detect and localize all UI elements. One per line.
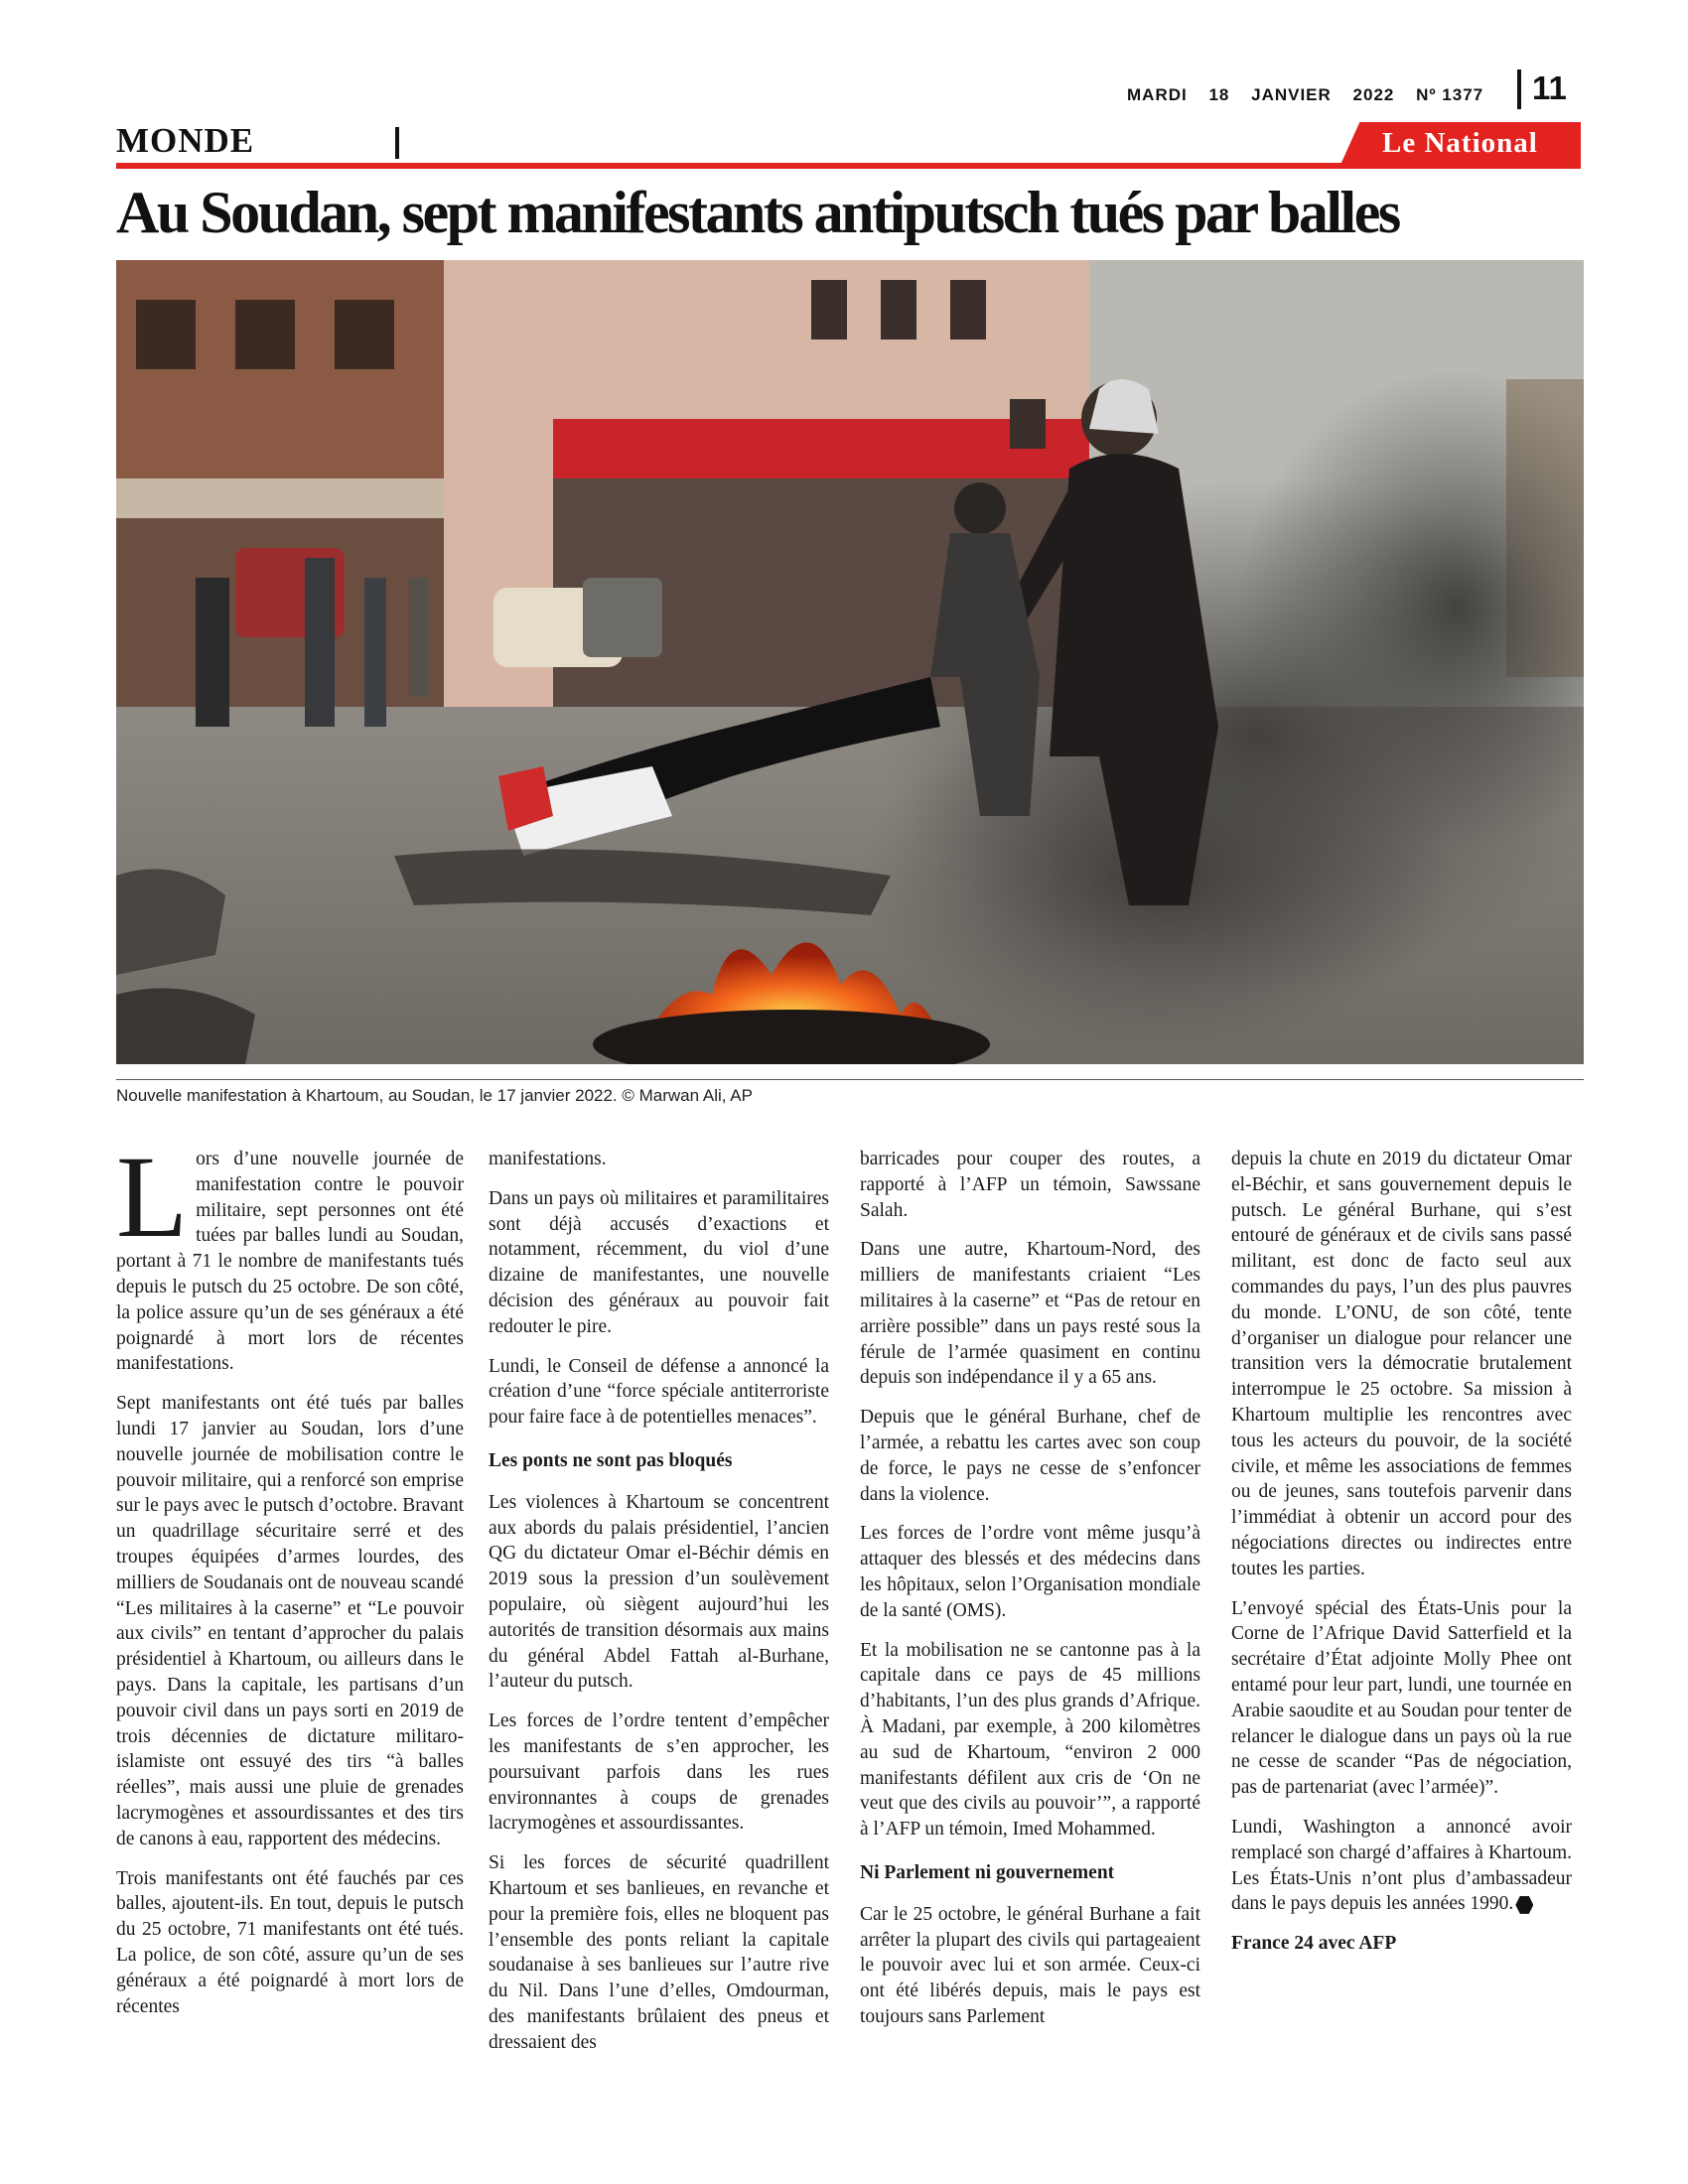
- lead-paragraph-text: ors d’une nouvelle journée de manifestation contre le pouvoir militaire, sept personnes ont été tuées par balles lundi au Soudan, portant à 71 le nombre de manifestants tués depuis le putsch du 25 octobre. De son côté, la police assure qu’un de ses généraux a été poignardé à mort lors de récentes manifestations.: [116, 1149, 464, 1375]
- issue-date-day: 18: [1208, 85, 1230, 104]
- paragraph: Car le 25 octobre, le général Burhane a fait arrêter la plupart des civils qui partageaient le pouvoir avec lui et son armée. Ceux-ci ont été libérés depuis, mais le pays est toujours sans Parlement: [860, 1903, 1200, 2027]
- final-paragraph-text: Lundi, Washington a annoncé avoir remplacé son chargé d’affaires à Khartoum. Les États-Unis n’ont plus d’ambassadeur dans le pays depuis les années 1990.: [1231, 1816, 1572, 1915]
- subheading: Les ponts ne sont pas bloqués: [489, 1449, 733, 1471]
- subheading: Ni Parlement ni gouvernement: [860, 1861, 1115, 1883]
- caption-rule: [116, 1079, 1584, 1080]
- paragraph: Depuis que le général Burhane, chef de l’armée, a rebattu les cartes avec son coup de force, le pays ne cesse de s’enfoncer dans la violence.: [860, 1407, 1200, 1505]
- paragraph: Les forces de l’ordre tentent d’empêcher les manifestants de s’en approcher, les poursuivant parfois dans les rues environnantes à coups de grenades lacrymogènes et assourdissantes.: [489, 1710, 829, 1835]
- paragraph: Dans un pays où militaires et paramilitaires sont déjà accusés d’exactions et notamment, récemment, du viol d’une dizaine de manifestantes, une nouvelle décision des généraux au pouvoir fait redouter le pire.: [489, 1187, 829, 1337]
- article-column-1: [116, 1132, 464, 2033]
- article-headline: Au Soudan, sept manifestants antiputsch tués par balles: [116, 180, 1399, 245]
- article-column-3: [860, 1147, 1200, 2044]
- section-divider: [395, 127, 399, 159]
- article-column-4: [1231, 1147, 1572, 1971]
- paragraph: L’envoyé spécial des États-Unis pour la Corne de l’Afrique David Satterfield et la secrétaire d’État adjointe Molly Phee ont entamé pour leur part, lundi, une tournée en Arabie saoudite et au Soudan pour tenter de relancer le dialogue dans un pays où la rue ne cesse de scander “Pas de négociation, pas de partenariat (avec l’armée)”.: [1231, 1597, 1572, 1799]
- issue-month: JANVIER: [1251, 85, 1332, 104]
- issue-number: Nº 1377: [1416, 85, 1484, 104]
- paragraph: Si les forces de sécurité quadrillent Khartoum et ses banlieues, en revanche et pour la première fois, elles ne bloquent pas l’ensemble des ponts reliant la capitale soudanaise à ses banlieues sur l’autre rive du Nil. Dans l’une d’elles, Omdourman, des manifestants brûlaient des pneus et dressaient des: [489, 1852, 829, 2053]
- paragraph: Les violences à Khartoum se concentrent aux abords du palais présidentiel, l’ancien QG du dictateur Omar el-Béchir démis en 2019 sous la pression d’un soulèvement populaire, où siègent aujourd’hui les autorités de transition désormais aux mains du général Abdel Fattah al-Burhane, l’auteur du putsch.: [489, 1491, 829, 1693]
- issue-year: 2022: [1352, 85, 1395, 104]
- issue-day: MARDI: [1127, 85, 1188, 104]
- article-column-2: [489, 1147, 829, 2070]
- header-rule: [116, 163, 1581, 169]
- section-label: MONDE: [116, 121, 255, 160]
- drop-cap: L: [116, 1132, 189, 1262]
- photo-caption: Nouvelle manifestation à Khartoum, au Soudan, le 17 janvier 2022. © Marwan Ali, AP: [116, 1086, 753, 1105]
- end-of-article-icon: [1515, 1896, 1533, 1914]
- paragraph: Lundi, le Conseil de défense a annoncé la création d’une “force spéciale antiterroriste pour faire face à de potentielles menaces”.: [489, 1355, 829, 1429]
- paragraph: Trois manifestants ont été fauchés par ces balles, ajoutent-ils. En tout, depuis le putsch du 25 octobre, 71 manifestants ont été tués. La police, de son côté, assure qu’un de ses généraux a été poignardé à mort lors de récentes: [116, 1867, 464, 2017]
- paragraph: Les forces de l’ordre vont même jusqu’à attaquer des blessés et des médecins dans les hôpitaux, selon l’Organisation mondiale de la santé (OMS).: [860, 1523, 1200, 1621]
- issue-date: [1127, 85, 1499, 105]
- article-photo: [116, 260, 1584, 1064]
- page-number: 11: [1532, 69, 1567, 106]
- lead-paragraph: [116, 1132, 464, 1377]
- paragraph: Dans une autre, Khartoum-Nord, des milliers de manifestants criaient “Les militaires à la caserne” et “Pas de retour en arrière possible” dans un pays resté sous la férule de l’armée quasiment en continu depuis son indépendance il y a 65 ans.: [860, 1239, 1200, 1389]
- paragraph: depuis la chute en 2019 du dictateur Omar el-Béchir, et sans gouvernement depuis le putsch. Le général Burhane, qui s’est entouré de généraux et de civils sans passé militant, est donc de facto seul aux commandes du pays, l’un des plus pauvres du monde. L’ONU, de son côté, tente d’organiser un dialogue pour relancer une transition vers la démocratie brutalement interrompue le 25 octobre. Sa mission à Khartoum multiplie les rencontres avec tous les acteurs du pouvoir, de la société civile, et même les associations de femmes ou de jeunes, sans toutefois parvenir dans l’immédiat à obtenir un accord pour des négociations directes ou indirectes entre toutes les parties.: [1231, 1149, 1572, 1579]
- paragraph: manifestations.: [489, 1149, 607, 1169]
- page-number-divider: [1517, 69, 1521, 109]
- article-credit: France 24 avec AFP: [1231, 1933, 1397, 1955]
- final-paragraph: [1231, 1815, 1572, 1917]
- paragraph: barricades pour couper des routes, a rapporté à l’AFP un témoin, Sawssane Salah.: [860, 1149, 1200, 1221]
- paragraph: Et la mobilisation ne se cantonne pas à la capitale dans ce pays de 45 millions d’habitants, l’un des plus grands d’Afrique. À Madani, par exemple, à 200 kilomètres au sud de Khartoum, “environ 2 000 manifestants défilent aux cris de ‘On ne veut que des civils au pouvoir’”, a rapporté à l’AFP un témoin, Imed Mohammed.: [860, 1639, 1200, 1841]
- paragraph: Sept manifestants ont été tués par balles lundi 17 janvier au Soudan, lors d’une nouvelle journée de mobilisation contre le pouvoir militaire, qui a renforcé son emprise sur le pays avec le putsch d’octobre. Bravant un quadrillage sécuritaire serré et des troupes équipées d’armes lourdes, des milliers de Soudanais ont de nouveau scandé “Les militaires à la caserne” et “Le pouvoir aux civils” en tentant d’approcher du palais présidentiel à Khartoum, ou ailleurs dans le pays. Dans la capitale, les partisans d’un pouvoir civil dans un pays sorti en 2019 de trois décennies de dictature militaro-islamiste ont essuyé des tirs “à balles réelles”, mais aussi une pluie de grenades lacrymogènes et assourdissantes et des tirs de canons à eau, rapportent des médecins.: [116, 1393, 464, 1849]
- protest-photo-illustration: [116, 260, 1584, 1064]
- brand-name: Le National: [1382, 127, 1538, 159]
